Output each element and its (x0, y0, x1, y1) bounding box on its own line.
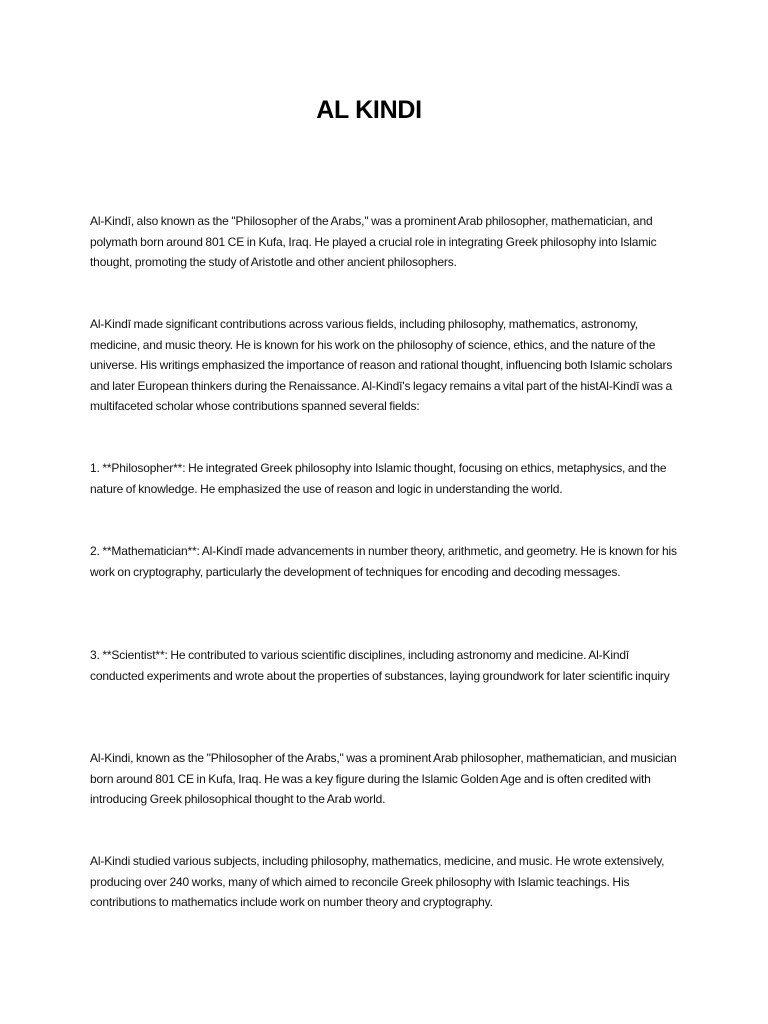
document-title: AL KINDI (316, 96, 422, 124)
paragraph-intro: Al-Kindī, also known as the "Philosopher of the Arabs," was a prominent Arab philosopher, mathematician, and polymath born around 801 CE in Kufa, Iraq. He played a crucial role in integrating Greek philosophy into Islamic thought, promoting the study of Aristotle and other ancient philosophers. (90, 214, 657, 270)
paragraph-philosopher: 1. **Philosopher**: He integrated Greek philosophy into Islamic thought, focusing on ethics, metaphysics, and the nature of knowledge. He emphasized the use of reason and logic in understanding the world. (90, 461, 667, 496)
paragraph-contributions: Al-Kindī made significant contributions across various fields, including philosophy, mathematics, astronomy, medicine, and music theory. He is known for his work on the philosophy of science, ethics, and the nature of the universe. His writings emphasized the importance of reason and rational thought, influencing both Islamic scholars and later European thinkers during the Renaissance. Al-Kindī's legacy remains a vital part of the histAl-Kindī was a multifaceted scholar whose contributions spanned several fields: (90, 317, 673, 414)
paragraph-studies: Al-Kindi studied various subjects, including philosophy, mathematics, medicine, and music. He wrote extensively, producing over 240 works, many of which aimed to reconcile Greek philosophy with Islamic teachings. His contributions to mathematics include work on number theory and cryptography. (90, 854, 665, 910)
paragraph-biography: Al-Kindi, known as the "Philosopher of the Arabs," was a prominent Arab philosopher, mathematician, and musician born around 801 CE in Kufa, Iraq. He was a key figure during the Islamic Golden Age and is often credited with introducing Greek philosophical thought to the Arab world. (90, 751, 677, 807)
paragraph-scientist: 3. **Scientist**: He contributed to various scientific disciplines, including astronomy and medicine. Al-Kindī conducted experiments and wrote about the properties of substances, laying groundwork for later scientific inquiry (90, 648, 670, 683)
paragraph-mathematician: 2. **Mathematician**: Al-Kindī made advancements in number theory, arithmetic, and geometry. He is known for his work on cryptography, particularly the development of techniques for encoding and decoding messages. (90, 544, 677, 579)
